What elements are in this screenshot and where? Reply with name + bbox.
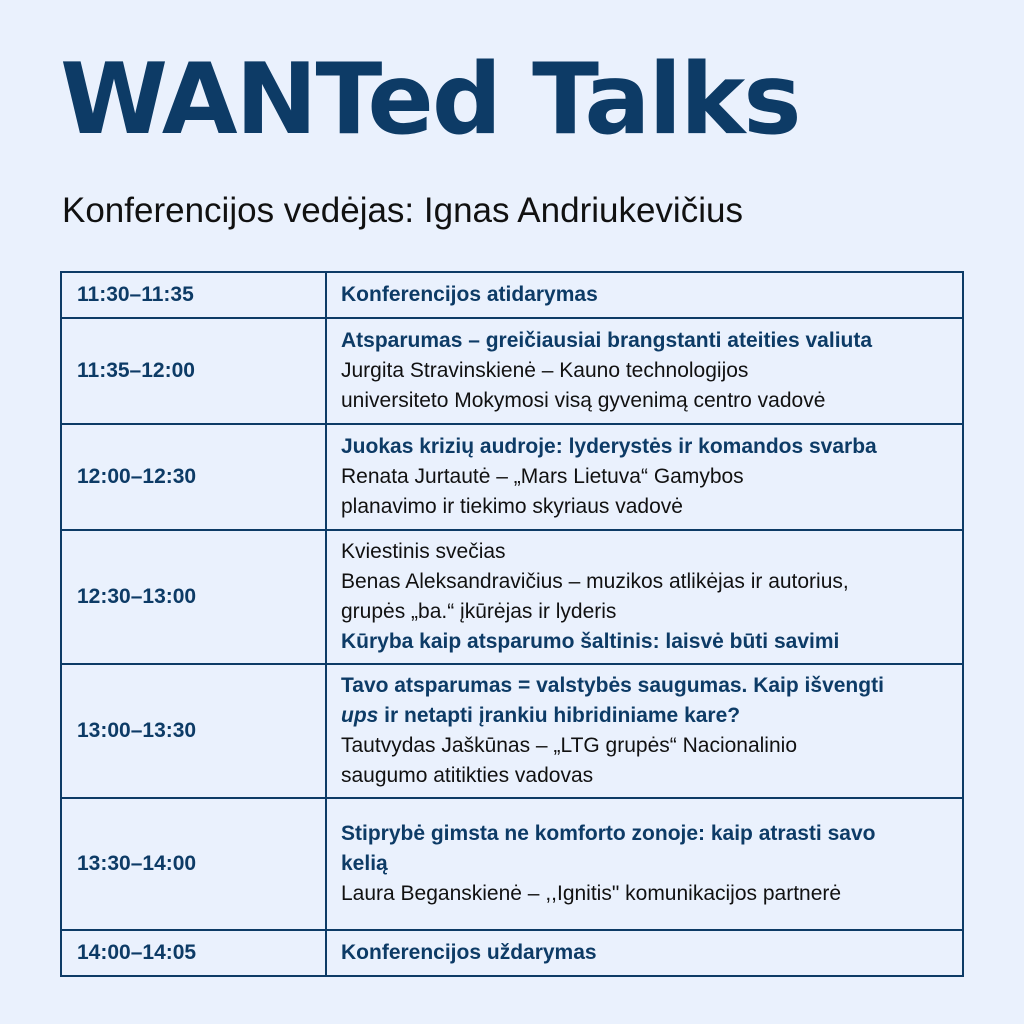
session-title: Atsparumas – greičiausiai brangstanti ateities valiuta (341, 329, 873, 352)
schedule-row (61, 272, 963, 318)
schedule-row (61, 424, 963, 530)
session-title-rest: ir netapti įrankiu hibridiniame kare? (378, 704, 741, 727)
speaker-line: planavimo ir tiekimo skyriaus vadovė (341, 495, 683, 518)
time-slot: 12:30–13:00 (61, 530, 326, 664)
schedule-table (60, 271, 964, 977)
speaker-line: Renata Jurtautė – „Mars Lietuva“ Gamybos (341, 465, 744, 488)
session-title: Tavo atsparumas = valstybės saugumas. Kaip išvengti (341, 674, 884, 697)
session-cell (326, 930, 963, 976)
speaker-line: universiteto Mokymosi visą gyvenimą centro vadovė (341, 389, 826, 412)
session-cell (326, 530, 963, 664)
guest-label: Kviestinis svečias (341, 540, 506, 563)
session-title-continued (341, 701, 952, 731)
speaker-line: Jurgita Stravinskienė – Kauno technologijos (341, 359, 749, 382)
session-cell (326, 272, 963, 318)
time-slot: 11:30–11:35 (61, 272, 326, 318)
speaker-line: Benas Aleksandravičius – muzikos atlikėjas ir autorius, (341, 570, 849, 593)
speaker-line: Laura Beganskienė – ,,Ignitis" komunikacijos partnerė (341, 882, 842, 905)
session-cell (326, 318, 963, 424)
schedule-row (61, 798, 963, 930)
time-slot: 13:00–13:30 (61, 664, 326, 798)
page-title: WANTed Talks (60, 43, 800, 157)
conference-host: Konferencijos vedėjas: Ignas Andriukevičius (62, 191, 743, 230)
session-cell (326, 798, 963, 930)
session-title: Stiprybė gimsta ne komforto zonoje: kaip atrasti savo (341, 822, 876, 845)
schedule-row (61, 930, 963, 976)
session-title-continued: kelią (341, 852, 388, 875)
speaker-line: grupės „ba.“ įkūrėjas ir lyderis (341, 600, 617, 623)
schedule-row (61, 664, 963, 798)
speaker-line: Tautvydas Jaškūnas – „LTG grupės“ Nacionalinio (341, 734, 798, 757)
time-slot: 12:00–12:30 (61, 424, 326, 530)
time-slot: 11:35–12:00 (61, 318, 326, 424)
session-cell (326, 664, 963, 798)
session-title: Konferencijos uždarymas (341, 941, 597, 964)
session-title: Konferencijos atidarymas (341, 283, 598, 306)
session-title: Kūryba kaip atsparumo šaltinis: laisvė būti savimi (341, 630, 840, 653)
session-title-italic: ups (341, 704, 379, 727)
time-slot: 14:00–14:05 (61, 930, 326, 976)
time-slot: 13:30–14:00 (61, 798, 326, 930)
session-cell (326, 424, 963, 530)
speaker-line: saugumo atitikties vadovas (341, 764, 594, 787)
schedule-row (61, 530, 963, 664)
schedule-row (61, 318, 963, 424)
session-title: Juokas krizių audroje: lyderystės ir komandos svarba (341, 435, 877, 458)
